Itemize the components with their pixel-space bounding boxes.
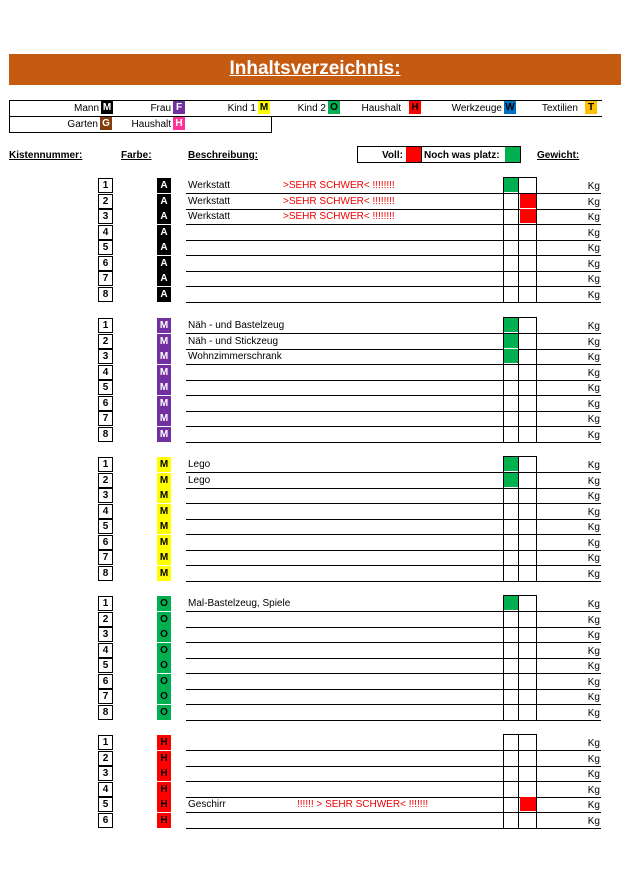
row-separator [186, 781, 601, 782]
legend-badge-2: M [259, 102, 269, 113]
color-badge: H [157, 735, 171, 750]
weight-warning: !!!!!! > SEHR SCHWER< !!!!!!! [297, 799, 429, 810]
weight-unit: Kg [587, 708, 600, 719]
row-separator [186, 255, 601, 256]
box-number: 7 [98, 411, 113, 426]
description: Geschirr [188, 799, 226, 810]
row-separator [186, 380, 601, 381]
color-badge: O [157, 596, 171, 611]
row-separator [186, 411, 601, 412]
row-separator [186, 750, 601, 751]
box-number: 8 [98, 705, 113, 720]
legend-label-4: Haushalt [361, 103, 401, 114]
color-badge: M [157, 411, 171, 426]
full-indicator [520, 797, 536, 811]
weight-unit: Kg [587, 259, 600, 270]
color-badge: A [157, 287, 171, 302]
weight-unit: Kg [587, 615, 600, 626]
legend-badge-row2-1: H [173, 117, 185, 130]
legend-badge-5: W [505, 102, 515, 113]
weight-unit: Kg [587, 522, 600, 533]
color-badge: H [157, 766, 171, 781]
weight-unit: Kg [587, 383, 600, 394]
box-number: 4 [98, 365, 113, 380]
box-number: 3 [98, 766, 113, 781]
box-number: 4 [98, 504, 113, 519]
row-separator [186, 627, 601, 628]
color-badge: A [157, 178, 171, 193]
weight-unit: Kg [587, 368, 600, 379]
weight-unit: Kg [587, 228, 600, 239]
row-separator [186, 828, 601, 829]
color-badge: O [157, 643, 171, 658]
weight-unit: Kg [587, 769, 600, 780]
color-badge: A [157, 225, 171, 240]
full-indicator [520, 194, 536, 208]
legend-label-1: Frau [150, 103, 171, 114]
full-indicator [520, 209, 536, 223]
description: Mal-Bastelzeug, Spiele [188, 598, 291, 609]
weight-unit: Kg [587, 538, 600, 549]
row-separator [186, 503, 601, 504]
color-badge: M [157, 566, 171, 581]
box-number: 7 [98, 271, 113, 286]
status-key-divider [421, 146, 422, 163]
row-separator [186, 333, 601, 334]
box-number: 3 [98, 488, 113, 503]
platz-swatch [505, 147, 520, 162]
space-left-indicator [504, 334, 518, 348]
box-number: 5 [98, 797, 113, 812]
weight-unit: Kg [587, 181, 600, 192]
box-number: 1 [98, 318, 113, 333]
weight-unit: Kg [587, 569, 600, 580]
weight-unit: Kg [587, 507, 600, 518]
title-bar [9, 54, 621, 85]
color-badge: M [157, 473, 171, 488]
color-badge: M [157, 380, 171, 395]
space-left-indicator [504, 473, 518, 487]
box-number: 1 [98, 596, 113, 611]
color-badge: H [157, 751, 171, 766]
box-number: 1 [98, 735, 113, 750]
row-separator [186, 611, 601, 612]
header-farbe: Farbe: [121, 150, 152, 161]
color-badge: M [157, 365, 171, 380]
color-badge: A [157, 256, 171, 271]
box-number: 5 [98, 658, 113, 673]
legend-label-row2-0: Garten [67, 119, 98, 130]
color-badge: M [157, 550, 171, 565]
legend-label-row2-1: Haushalt [131, 119, 171, 130]
box-number: 2 [98, 194, 113, 209]
color-badge: M [157, 427, 171, 442]
legend-badge-4: H [409, 101, 421, 114]
header-noch-platz: Noch was platz: [424, 150, 500, 161]
box-number: 5 [98, 519, 113, 534]
legend-right-line [271, 116, 272, 133]
weight-unit: Kg [587, 630, 600, 641]
space-left-indicator [504, 318, 518, 332]
description: Näh - und Stickzeug [188, 336, 279, 347]
box-number: 4 [98, 225, 113, 240]
weight-unit: Kg [587, 290, 600, 301]
row-separator [186, 224, 601, 225]
row-separator [186, 271, 601, 272]
space-left-indicator [504, 349, 518, 363]
legend-badge-3: O [328, 101, 340, 114]
weight-warning: >SEHR SCHWER< !!!!!!!! [283, 180, 395, 191]
legend-badge-6: T [585, 101, 597, 114]
color-badge: M [157, 349, 171, 364]
row-separator [186, 442, 601, 443]
weight-unit: Kg [587, 414, 600, 425]
legend-badge-0: M [102, 102, 112, 113]
weight-unit: Kg [587, 243, 600, 254]
row-separator [186, 395, 601, 396]
color-badge: M [157, 396, 171, 411]
color-badge: A [157, 240, 171, 255]
box-number: 2 [98, 751, 113, 766]
box-number: 2 [98, 473, 113, 488]
legend-bottom-line [9, 132, 272, 133]
box-number: 7 [98, 550, 113, 565]
box-number: 6 [98, 674, 113, 689]
row-separator [186, 642, 601, 643]
status-col-top [503, 734, 537, 735]
row-separator [186, 812, 601, 813]
box-number: 7 [98, 689, 113, 704]
weight-unit: Kg [587, 337, 600, 348]
header-voll: Voll: [382, 150, 403, 161]
box-number: 3 [98, 349, 113, 364]
header-beschreibung: Beschreibung: [188, 150, 259, 161]
legend-label-2: Kind 1 [227, 103, 256, 114]
box-number: 8 [98, 287, 113, 302]
weight-unit: Kg [587, 599, 600, 610]
weight-unit: Kg [587, 692, 600, 703]
box-number: 5 [98, 240, 113, 255]
row-separator [186, 426, 601, 427]
weight-unit: Kg [587, 352, 600, 363]
description: Werkstatt [188, 211, 231, 222]
space-left-indicator [504, 596, 518, 610]
row-separator [186, 534, 601, 535]
box-number: 8 [98, 427, 113, 442]
weight-unit: Kg [587, 785, 600, 796]
weight-unit: Kg [587, 399, 600, 410]
row-separator [186, 302, 601, 303]
weight-unit: Kg [587, 677, 600, 688]
legend-badge-row2-0: G [100, 117, 112, 130]
header-gewicht: Gewicht: [537, 150, 580, 161]
color-badge: A [157, 209, 171, 224]
weight-unit: Kg [587, 476, 600, 487]
box-number: 4 [98, 782, 113, 797]
description: Näh - und Bastelzeug [188, 320, 285, 331]
description: Lego [188, 475, 211, 486]
box-number: 8 [98, 566, 113, 581]
box-number: 4 [98, 643, 113, 658]
color-badge: M [157, 334, 171, 349]
weight-unit: Kg [587, 491, 600, 502]
weight-unit: Kg [587, 800, 600, 811]
weight-warning: >SEHR SCHWER< !!!!!!!! [283, 196, 395, 207]
box-number: 2 [98, 334, 113, 349]
row-separator [186, 488, 601, 489]
row-separator [186, 766, 601, 767]
legend-mid-line [9, 116, 602, 117]
legend-label-0: Mann [73, 103, 99, 114]
color-badge: M [157, 457, 171, 472]
color-badge: O [157, 674, 171, 689]
box-number: 1 [98, 178, 113, 193]
weight-unit: Kg [587, 661, 600, 672]
row-separator [186, 519, 601, 520]
box-number: 6 [98, 813, 113, 828]
description: Wohnzimmerschrank [188, 351, 282, 362]
box-number: 6 [98, 535, 113, 550]
color-badge: M [157, 318, 171, 333]
color-badge: O [157, 658, 171, 673]
legend-left-line [9, 100, 10, 133]
color-badge: O [157, 612, 171, 627]
color-badge: M [157, 504, 171, 519]
legend-label-3: Kind 2 [297, 103, 326, 114]
row-separator [186, 720, 601, 721]
box-number: 1 [98, 457, 113, 472]
weight-warning: >SEHR SCHWER< !!!!!!!! [283, 211, 395, 222]
legend-label-6: Textilien [541, 103, 578, 114]
box-number: 5 [98, 380, 113, 395]
box-number: 6 [98, 396, 113, 411]
row-separator [186, 581, 601, 582]
weight-unit: Kg [587, 816, 600, 827]
color-badge: H [157, 782, 171, 797]
box-number: 2 [98, 612, 113, 627]
weight-unit: Kg [587, 460, 600, 471]
space-left-indicator [504, 457, 518, 471]
row-separator [186, 658, 601, 659]
row-separator [186, 193, 601, 194]
weight-unit: Kg [587, 197, 600, 208]
weight-unit: Kg [587, 430, 600, 441]
color-badge: A [157, 194, 171, 209]
weight-unit: Kg [587, 646, 600, 657]
description: Werkstatt [188, 196, 231, 207]
color-badge: M [157, 535, 171, 550]
header-kistennummer: Kistennummer: [9, 150, 83, 161]
row-separator [186, 240, 601, 241]
row-separator [186, 689, 601, 690]
box-number: 3 [98, 209, 113, 224]
row-separator [186, 286, 601, 287]
color-badge: O [157, 627, 171, 642]
page-title: Inhaltsverzeichnis: [229, 58, 401, 79]
row-separator [186, 550, 601, 551]
legend-badge-1: F [173, 101, 185, 114]
box-number: 6 [98, 256, 113, 271]
color-badge: O [157, 689, 171, 704]
weight-unit: Kg [587, 738, 600, 749]
color-badge: H [157, 813, 171, 828]
weight-unit: Kg [587, 553, 600, 564]
description: Werkstatt [188, 180, 231, 191]
voll-swatch [406, 147, 421, 162]
weight-unit: Kg [587, 212, 600, 223]
legend-label-5: Werkzeuge [451, 103, 502, 114]
weight-unit: Kg [587, 754, 600, 765]
color-badge: A [157, 271, 171, 286]
row-separator [186, 704, 601, 705]
description: Lego [188, 459, 211, 470]
row-separator [186, 565, 601, 566]
box-number: 3 [98, 627, 113, 642]
row-separator [186, 472, 601, 473]
color-badge: M [157, 488, 171, 503]
weight-unit: Kg [587, 321, 600, 332]
weight-unit: Kg [587, 274, 600, 285]
color-badge: M [157, 519, 171, 534]
row-separator [186, 364, 601, 365]
color-badge: H [157, 797, 171, 812]
row-separator [186, 673, 601, 674]
space-left-indicator [504, 178, 518, 192]
color-badge: O [157, 705, 171, 720]
